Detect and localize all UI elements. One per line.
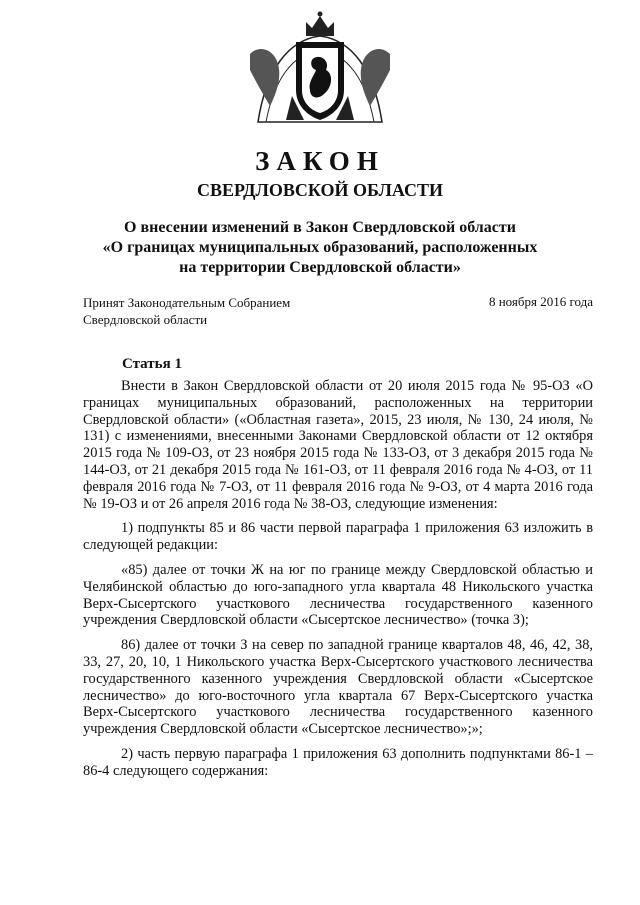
- article-heading: Статья 1: [122, 356, 182, 372]
- law-title: ЗАКОН: [255, 146, 385, 176]
- law-region: СВЕРДЛОВСКОЙ ОБЛАСТИ: [197, 180, 443, 200]
- coat-of-arms-emblem: [244, 10, 396, 128]
- article-paragraph: «85) далее от точки Ж на юг по границе между Свердловской областью и Челябинской областью до юго-западного угла квартала 48 Никольского участка Верх-Сысертского участкового лесничества государственного казенного учреждения Свердловской области «Сысертское лесничество» (точка З);: [83, 561, 593, 629]
- article-paragraph: 2) часть первую параграфа 1 приложения 63 дополнить подпунктами 86-1 – 86-4 следующего содержания:: [83, 745, 593, 779]
- adoption-date: 8 ноября 2016 года: [488, 294, 593, 309]
- article-body: [83, 378, 593, 788]
- article-paragraph: 86) далее от точки З на север по западной границе кварталов 48, 46, 42, 38, 33, 27, 20, 10, 1 Никольского участка Верх-Сысертского участкового лесничества государственного казенного учреждения Свердловской области «Сысертское лесничество» до юго-восточного угла квартала 67 Верх-Сысертского участка Верх-Сысертского участкового лесничества государственного казенного учреждения Свердловской области «Сысертское лесничество»;»;: [83, 637, 593, 738]
- law-subtitle: [60, 218, 580, 278]
- adopted-by: [83, 294, 290, 328]
- subtitle-line: «О границах муниципальных образований, расположенных: [102, 239, 538, 256]
- subtitle-line: О внесении изменений в Закон Свердловской области: [124, 219, 516, 236]
- adopted-line: Принят Законодательным Собранием: [83, 295, 291, 310]
- article-paragraph: Внести в Закон Свердловской области от 20 июля 2015 года № 95-ОЗ «О границах муниципальных образований, расположенных на территории Свердловской области» («Областная газета», 2015, 23 июля, № 130, 24 июля, № 131) с изменениями, внесенными Законами Свердловской области от 12 октября 2015 года № 109-ОЗ, от 23 ноября 2015 года № 133-ОЗ, от 3 декабря 2015 года № 144-ОЗ, от 21 декабря 2015 года № 161-ОЗ, от 11 февраля 2016 года № 4-ОЗ, от 11 февраля 2016 года № 7-ОЗ, от 11 февраля 2016 года № 9-ОЗ, от 4 марта 2016 года № 19-ОЗ и от 26 апреля 2016 года № 38-ОЗ, следующие изменения:: [83, 378, 593, 512]
- article-paragraph: 1) подпункты 85 и 86 части первой параграфа 1 приложения 63 изложить в следующей редакции:: [83, 520, 593, 554]
- adopted-line: Свердловской области: [83, 312, 208, 327]
- subtitle-line: на территории Свердловской области»: [179, 259, 461, 276]
